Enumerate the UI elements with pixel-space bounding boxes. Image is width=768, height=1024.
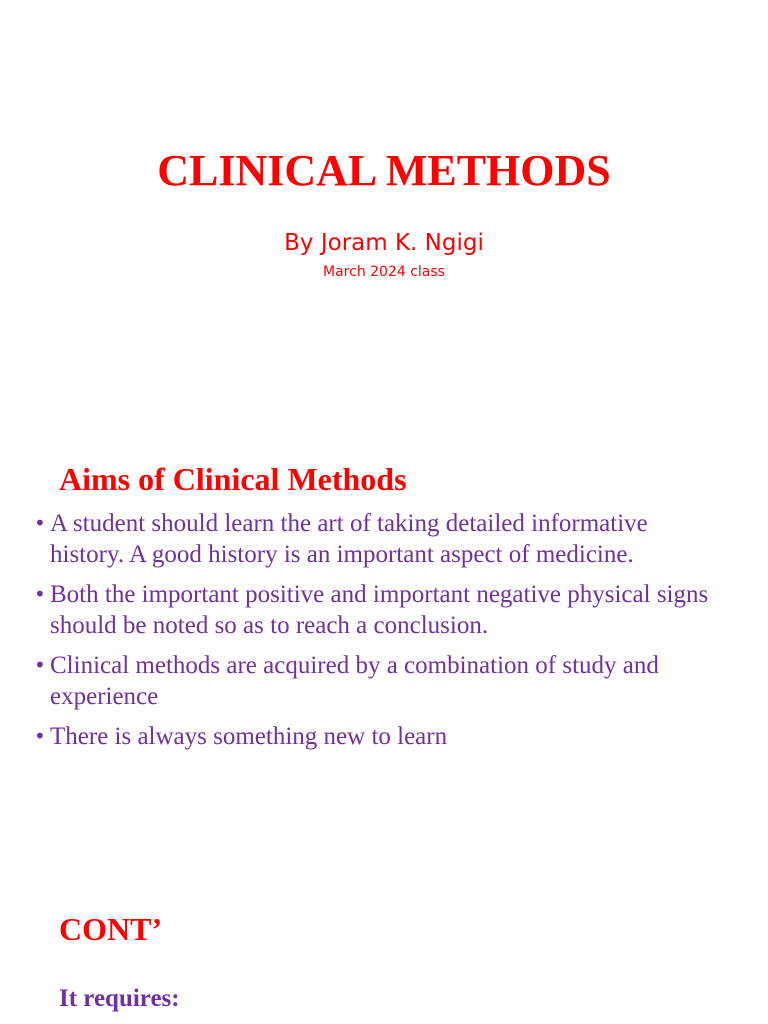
aims-bullet-list: [34, 508, 724, 761]
bullet-text: There is always something new to learn: [50, 723, 448, 750]
class-date: March 2024 class: [323, 264, 445, 280]
author-line: By Joram K. Ngigi: [284, 230, 484, 256]
bullet-dot-icon: •: [34, 511, 46, 535]
bullet-dot-icon: •: [34, 582, 46, 606]
bullet-dot-icon: •: [34, 653, 46, 677]
requirements-subheading: It requires:: [59, 985, 180, 1012]
bullet-item: [34, 721, 724, 752]
title-slide: [0, 0, 768, 420]
aims-heading: Aims of Clinical Methods: [59, 461, 407, 497]
bullet-item: [34, 579, 724, 641]
cont-slide: [0, 880, 768, 1024]
bullet-text: A student should learn the art of taking detailed informative history. A good history is an important aspect of medicine.: [50, 510, 648, 568]
cont-heading: CONT’: [59, 911, 163, 947]
bullet-item: [34, 508, 724, 570]
bullet-text: Clinical methods are acquired by a combination of study and experience: [50, 652, 659, 710]
bullet-item: [34, 650, 724, 712]
slide-title: CLINICAL METHODS: [157, 146, 611, 195]
bullet-dot-icon: •: [34, 724, 46, 748]
aims-slide: [0, 430, 768, 870]
bullet-text: Both the important positive and important negative physical signs should be noted so as to reach a conclusion.: [50, 581, 709, 639]
